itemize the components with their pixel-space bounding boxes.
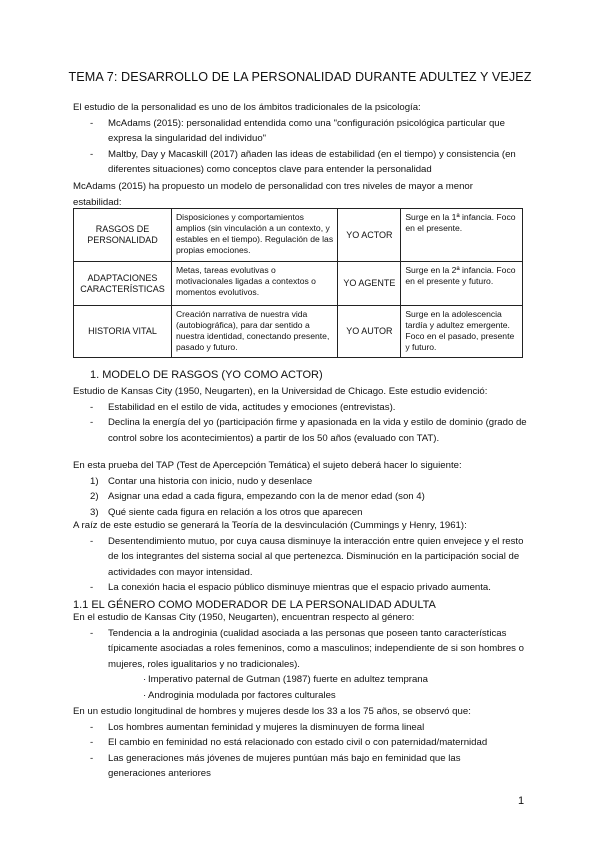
longitudinal-list (73, 720, 533, 782)
table-cell-level: ADAPTACIONES CARACTERÍSTICAS (74, 262, 172, 306)
tat-steps (73, 474, 533, 521)
list-item (73, 489, 533, 505)
list-item-text: Los hombres aumentan feminidad y mujeres la disminuyen de forma lineal (108, 721, 425, 733)
step-number: 3) (90, 506, 99, 518)
intro-text: El estudio de la personalidad es uno de los ámbitos tradicionales de la psicología: (73, 102, 421, 113)
intro-list (73, 116, 528, 178)
list-item: - Estabilidad en el estilo de vida, actitudes y emociones (entrevistas). (90, 401, 396, 413)
list-item: - El cambio en feminidad no está relacionado con estado civil o con paternidad/maternidad (90, 737, 488, 749)
list-item: - Maltby, Day y Macaskill (2017) añaden las ideas de estabilidad (en el tiempo) y consistencia (en diferentes situaciones) como conceptos clave para entender la personalidad (90, 148, 516, 176)
table-cell-self: YO AUTOR (338, 306, 401, 358)
section-1-1-heading: 1.1 EL GÉNERO COMO MODERADOR DE LA PERSONALIDAD ADULTA (73, 599, 436, 611)
list-item: - Tendencia a la androginia (cualidad asociada a las personas que poseen tanto características típicamente asociadas a roles femeninos, como a masculinos; independiente de si son hombres o mujeres, roles igualitarios y no tradicionales). (90, 627, 524, 670)
table-cell-self: YO ACTOR (338, 209, 401, 262)
page-number: 1 (518, 795, 525, 807)
table-cell-origin: Surge en la 2ª infancia. Foco en el presente y futuro. (401, 262, 523, 306)
tat-section (73, 458, 533, 520)
section-1-heading: 1. MODELO DE RASGOS (YO COMO ACTOR) (90, 369, 323, 381)
list-item: - Desentendimiento mutuo, por cuya causa disminuye la interacción entre quien envejece y el resto de los integrantes del sistema social al que pertenezca. Disminución en la participación social de actividades con mayor intensidad. (90, 535, 524, 578)
table-cell-self: YO AGENTE (338, 262, 401, 306)
theory-text: A raíz de este estudio se generará la Teoría de la desvinculación (Cummings y Henry, 1961): (73, 520, 467, 531)
longitudinal-section (73, 704, 533, 782)
table-cell-description: Disposiciones y comportamientos amplios (sin vinculación a un contexto, y estables en el tiempo). Regulación de las propias emociones. (171, 209, 337, 262)
table-row (74, 306, 523, 358)
list-item-text: Imperativo paternal de Gutman (1987) fuerte en adultez temprana (148, 674, 428, 686)
intro-section (73, 100, 533, 178)
list-item-text: McAdams (2015): personalidad entendida como una "configuración psicológica particular que expresa la singularidad del individuo" (108, 117, 505, 145)
theory-section (73, 518, 533, 596)
list-item-text: Declina la energía del yo (participación firme y apasionada en la vida y estilo de dominio (grado de control sobre los acontecimientos) a partir de los 50 años (evaluado con TAT). (108, 417, 527, 444)
section-1-1-body (73, 610, 533, 704)
sub-list-item: · Androginia modulada por factores culturales (143, 689, 336, 701)
list-item: - Los hombres aumentan feminidad y mujeres la disminuyen de forma lineal (90, 721, 425, 733)
list-item-text: Las generaciones más jóvenes de mujeres puntúan más bajo en feminidad que las generaciones anteriores (108, 752, 461, 780)
list-item-text: La conexión hacia el espacio público disminuye mientras que el espacio privado aumenta. (108, 582, 491, 594)
step-number: 1) (90, 475, 99, 487)
model-intro: McAdams (2015) ha propuesto un modelo de personalidad con tres niveles de mayor a menor estabilidad: (73, 181, 473, 208)
section-1-1-list (73, 626, 533, 673)
table-row (74, 262, 523, 306)
section-1-1-text: En el estudio de Kansas City (1950, Neugarten), encuentran respecto al género: (73, 612, 415, 623)
list-item (73, 474, 533, 490)
personality-levels-table (73, 208, 523, 358)
section-1-text: Estudio de Kansas City (1950, Neugarten), en la Universidad de Chicago. Este estudio evidenció: (73, 386, 488, 397)
table-cell-description: Creación narrativa de nuestra vida (autobiográfica), para dar sentido a nuestra identidad, conectando presente, pasado y futuro. (171, 306, 337, 358)
sub-list (73, 672, 533, 703)
table-cell-origin: Surge en la 1ª infancia. Foco en el presente. (401, 209, 523, 262)
list-item-text: Tendencia a la androginia (cualidad asociada a las personas que poseen tanto características típicamente asociadas a roles femeninos, como a masculinos; independiente de si son hombres o mujeres, roles igualitarios y no tradicionales). (108, 627, 524, 670)
list-item-text: Estabilidad en el estilo de vida, actitudes y emociones (entrevistas). (108, 401, 396, 413)
list-item-text: Androginia modulada por factores culturales (148, 689, 336, 701)
table-cell-description: Metas, tareas evolutivas o motivacionales ligadas a contextos o momentos evolutivos. (171, 262, 337, 306)
section-1-list (73, 400, 533, 447)
sub-list-item: · Imperativo paternal de Gutman (1987) fuerte en adultez temprana (143, 674, 428, 686)
list-item-text: Qué siente cada figura en relación a los otros que aparecen (108, 506, 363, 518)
list-item-text: El cambio en feminidad no está relacionado con estado civil o con paternidad/maternidad (108, 737, 488, 749)
table-cell-level: HISTORIA VITAL (74, 306, 172, 358)
table-row (74, 209, 523, 262)
longitudinal-text: En un estudio longitudinal de hombres y mujeres desde los 33 a los 75 años, se observó que: (73, 706, 471, 717)
table-cell-origin: Surge en la adolescencia tardía y adultez emergente. Foco en el pasado, presente y futuro. (401, 306, 523, 358)
list-item-text: Asignar una edad a cada figura, empezando con la de menor edad (son 4) (108, 491, 425, 503)
section-1-body (73, 384, 533, 446)
list-item: - Declina la energía del yo (participación firme y apasionada en la vida y estilo de dominio (grado de control sobre los acontecimientos) a partir de los 50 años (evaluado con TAT). (90, 417, 527, 444)
theory-list (73, 534, 533, 596)
table-cell-level: RASGOS DE PERSONALIDAD (74, 209, 172, 262)
list-item: - Las generaciones más jóvenes de mujeres puntúan más bajo en feminidad que las generaciones anteriores (90, 752, 461, 780)
list-item: - La conexión hacia el espacio público disminuye mientras que el espacio privado aumenta. (90, 582, 491, 594)
list-item-text: Maltby, Day y Macaskill (2017) añaden las ideas de estabilidad (en el tiempo) y consistencia (en diferentes situaciones) como conceptos clave para entender la personalidad (108, 148, 516, 176)
list-item-text: Contar una historia con inicio, nudo y desenlace (108, 475, 313, 487)
list-item: - McAdams (2015): personalidad entendida como una "configuración psicológica particular que expresa la singularidad del individuo" (90, 117, 505, 145)
tat-text: En esta prueba del TAP (Test de Apercepción Temática) el sujeto deberá hacer lo siguiente: (73, 460, 462, 471)
page-title: TEMA 7: DESARROLLO DE LA PERSONALIDAD DURANTE ADULTEZ Y VEJEZ (68, 70, 532, 84)
list-item-text: Desentendimiento mutuo, por cuya causa disminuye la interacción entre quien envejece y el resto de los integrantes del sistema social al que pertenezca. Disminución en la participación social de actividades con mayor intensidad. (108, 535, 524, 578)
step-number: 2) (90, 491, 99, 503)
